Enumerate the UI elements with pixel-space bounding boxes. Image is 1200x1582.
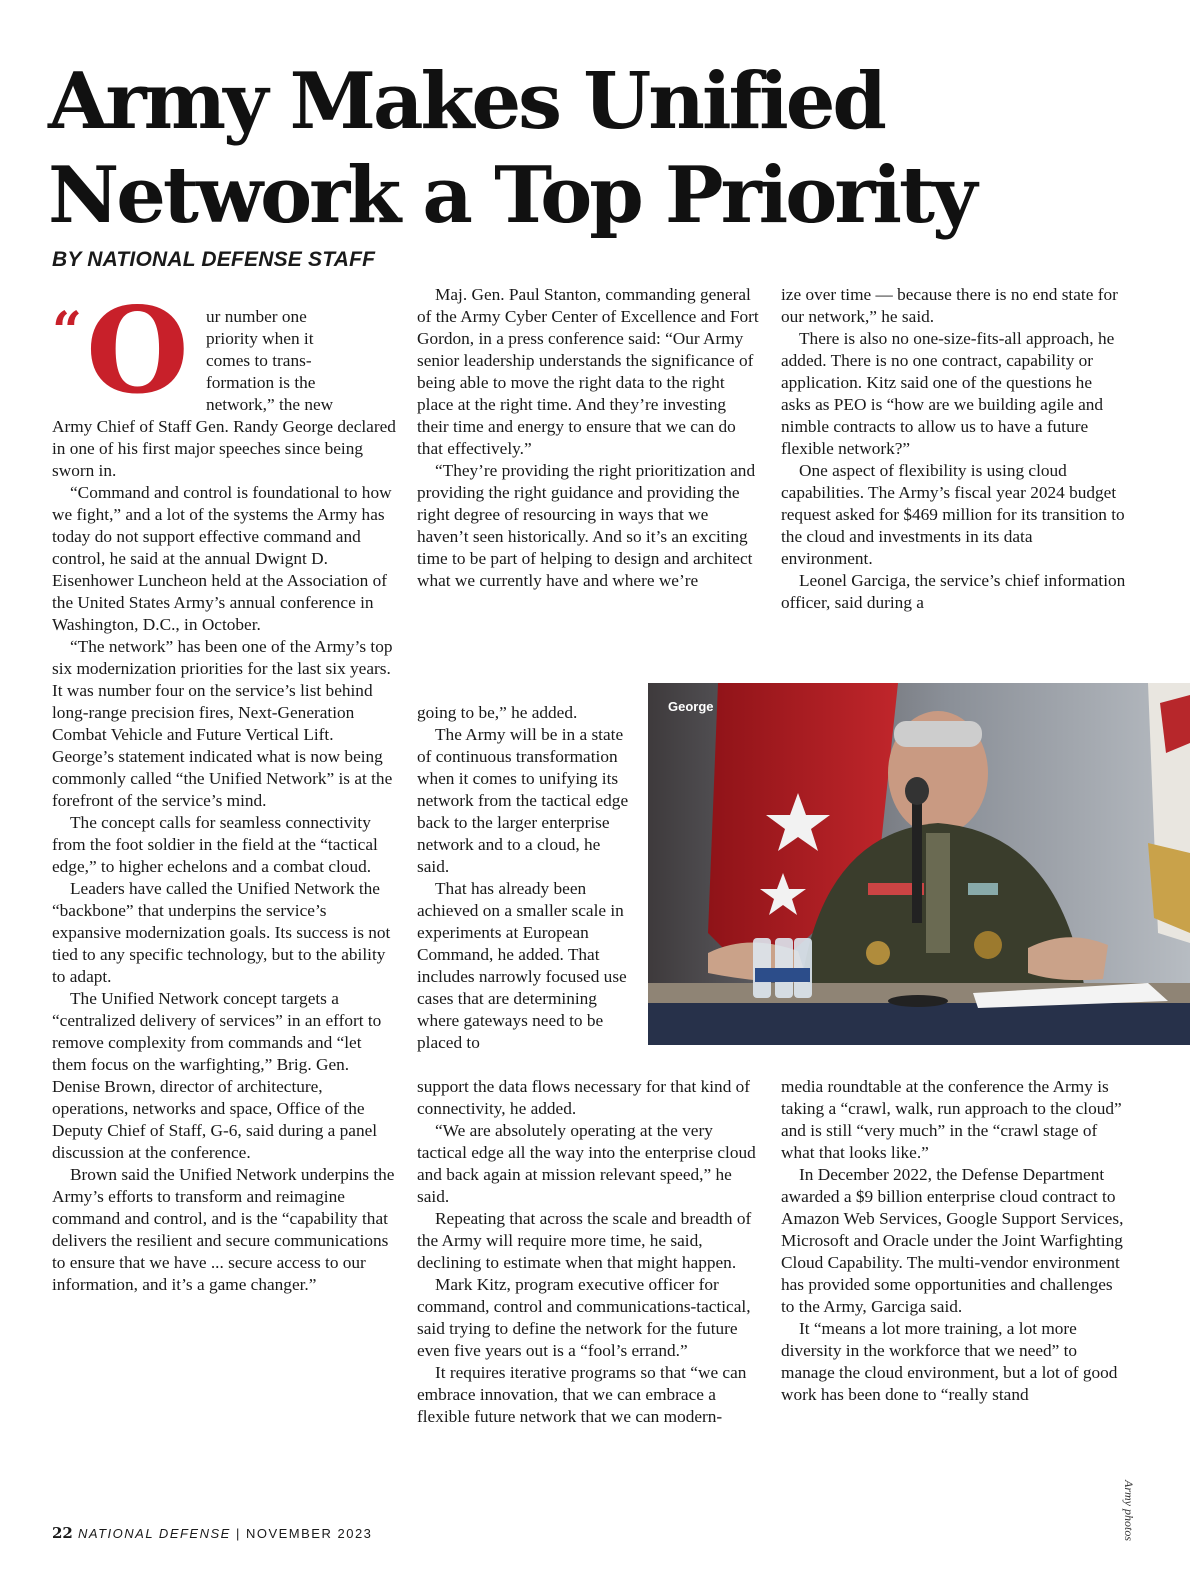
dropcap-quote: “ — [52, 301, 82, 362]
photo-illustration — [648, 683, 1190, 1045]
dropcap-line: priority when it — [206, 329, 314, 348]
paragraph: Army Chief of Staff Gen. Randy George declared in one of his first major speeches since being sworn in. — [52, 417, 396, 480]
paragraph: “Command and control is foundational to how we fight,” and a lot of the systems the Army has today do not support effective command and control, he said at the annual Dwignt D. Eisenhower Luncheon held at the Association of the United States Army’s annual conference in Washington, D.C., in October. — [52, 483, 392, 634]
dropcap-line: network,” the new — [206, 395, 334, 414]
paragraph: In December 2022, the Defense Department awarded a $9 billion enterprise cloud contract to Amazon Web Services, Google Support Services, Microsoft and Oracle under the Joint Warfighting Cloud Capability. The multi-vendor environment has provided some opportunities and challenges to the Army, Garciga said. — [781, 1165, 1124, 1316]
dropcap-line: comes to trans- — [206, 351, 312, 370]
column-3-top — [781, 284, 1126, 614]
dropcap-block — [52, 281, 397, 420]
paragraph: “The network” has been one of the Army’s top six modernization priorities for the last six years. It was number four on the service’s list behind long-range precision fires, Next-Generation Combat Vehicle and Future Vertical Lift. George’s statement indicated what is now being commonly called “the Unified Network” is at the forefront of the service’s mind. — [52, 637, 393, 810]
magazine-name: NATIONAL DEFENSE — [78, 1526, 231, 1541]
paragraph: Leaders have called the Unified Network the “backbone” that underpins the service’s expansive modernization goals. Its success is not tied to any specific technology, but to the ability to adapt. — [52, 879, 391, 986]
paragraph: Repeating that across the scale and breadth of the Army will require more time, he said, declining to estimate when that might happen. — [417, 1209, 752, 1272]
column-3-bottom — [781, 1076, 1126, 1406]
photo-credit: Army photos — [1122, 1480, 1136, 1541]
photo-caption: George — [668, 699, 714, 714]
paragraph: It “means a lot more training, a lot more diversity in the workforce that we need” to manage the cloud environment, but a lot of good work has been done to “really stand — [781, 1319, 1118, 1404]
column-1 — [52, 281, 397, 1296]
footer-separator: | — [235, 1526, 241, 1541]
paragraph: That has already been achieved on a smaller scale in experiments at European Command, he added. That includes narrowly focused use cases that are determining where gateways need to be placed to — [417, 879, 627, 1052]
paragraph: “We are absolutely operating at the very tactical edge all the way into the enterprise cloud and back again at mission relevant speed,” he said. — [417, 1121, 756, 1206]
paragraph: The concept calls for seamless connectivity from the foot soldier in the field at the “tactical edge,” to higher echelons and a combat cloud. — [52, 813, 378, 876]
paragraph: Maj. Gen. Paul Stanton, commanding general of the Army Cyber Center of Excellence and Fort Gordon, in a press conference said: “Our Army senior leadership understands the significance of being able to move the right data to the right place at the right time. And they’re investing their time and energy to ensure that we can do that effectively.” — [417, 285, 759, 458]
column-2-bottom — [417, 1076, 762, 1428]
page-footer — [52, 1524, 372, 1542]
dropcap-lines — [206, 306, 397, 416]
paragraph: There is also no one-size-fits-all approach, he added. There is no one contract, capability or application. Kitz said one of the questions he asks as PEO is “how are we building agile and nimble contracts to allow us to have a future flexible network?” — [781, 329, 1115, 458]
paragraph: support the data flows necessary for that kind of connectivity, he added. — [417, 1077, 751, 1118]
dropcap-line: formation is the — [206, 373, 316, 392]
paragraph: Mark Kitz, program executive officer for command, control and communications-tactical, said trying to define the network for the future even five years out is a “fool’s errand.” — [417, 1275, 751, 1360]
paragraph: The Army will be in a state of continuous transformation when it comes to unifying its network from the tactical edge back to the larger enterprise network and to a cloud, he said. — [417, 725, 629, 876]
paragraph: “They’re providing the right prioritization and providing the right guidance and providing the right degree of resourcing in ways that we haven’t seen historically. And so it’s an exciting time to be part of helping to design and architect what we currently have and where we’re — [417, 461, 756, 590]
issue-date: NOVEMBER 2023 — [245, 1526, 373, 1541]
dropcap-line: ur number one — [206, 307, 307, 326]
byline: BY NATIONAL DEFENSE STAFF — [52, 248, 376, 271]
headline: Army Makes Unified Network a Top Priority — [48, 56, 975, 241]
paragraph: going to be,” he added. — [417, 703, 578, 722]
paragraph: One aspect of flexibility is using cloud capabilities. The Army’s fiscal year 2024 budget request asked for $469 million for its transition to the cloud and investments in its data environment. — [781, 461, 1125, 568]
paragraph: ize over time — because there is no end state for our network,” he said. — [781, 285, 1118, 326]
dropcap-letter: O — [86, 281, 189, 420]
column-2-narrow — [417, 702, 635, 1054]
paragraph: Brown said the Unified Network underpins the Army’s efforts to transform and reimagine command and control, and is the “capability that delivers the resilient and secure communications to ensure that we have ... secure access to our information, and it’s a game changer.” — [52, 1165, 395, 1294]
paragraph: It requires iterative programs so that “we can embrace innovation, that we can embrace a flexible future network that we can modern- — [417, 1363, 747, 1426]
paragraph: The Unified Network concept targets a “centralized delivery of services” in an effort to remove complexity from commands and “let them focus on the warfighting,” Brig. Gen. Denise Brown, director of architecture, operations, networks and space, Office of the Deputy Chief of Staff, G-6, said during a panel discussion at the conference. — [52, 989, 382, 1162]
photo-general-george — [648, 683, 1190, 1045]
paragraph: Leonel Garciga, the service’s chief information officer, said during a — [781, 571, 1126, 612]
paragraph: media roundtable at the conference the Army is taking a “crawl, walk, run approach to the cloud” and is still “very much” in the “crawl stage of what that looks like.” — [781, 1077, 1122, 1162]
column-2-top — [417, 284, 762, 592]
page-number: 22 — [52, 1524, 73, 1542]
